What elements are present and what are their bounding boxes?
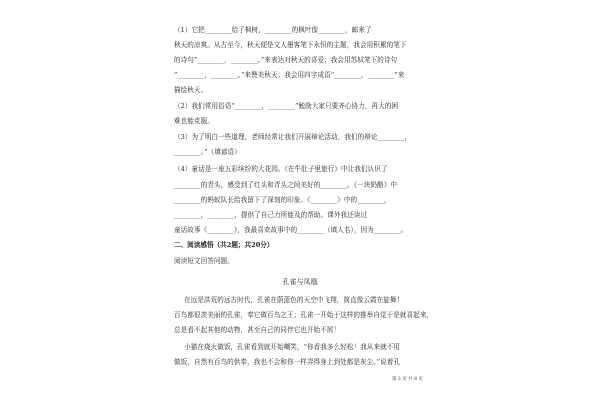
text-line: ________。”（填谚语） [174, 148, 241, 156]
paragraph-line: 在远是洪荒的远古时代，孔雀在蔚蓝色的天空中飞翔，简直像云霞在旋舞！ [184, 296, 404, 304]
section-heading: 二、阅读感悟（共2题；共20分） [174, 241, 274, 249]
paragraph-line: 百鸟都很羡美丽的孔雀，奉它做百鸟之王；孔雀一开始于这样的推举自觉于是就喜起来， [174, 311, 434, 319]
text-line: 难也能克服。 [174, 117, 214, 125]
story-title: 孔雀与凤凰 [282, 278, 318, 286]
text-line: ________，________，提供了自己力所能及的帮助。课外我还读过 [174, 211, 368, 219]
text-line: 秋天的凉爽。从古至今，秋天便是文人墨客笔下永恒的主题，我会用积累的笔下 [174, 41, 407, 49]
paragraph-line: 做饭，自然有百鸟的供奉，我也不会和你一样弄得身上到处都是灰尘。”说着孔 [174, 358, 401, 366]
text-line: ________的蚂蚁队长给我留下了深刻的印象。《________》中的________， [174, 196, 391, 204]
text-line: （4）童话是一座五彩缤纷的大花园。《在牛肚子里旅行》中让我们认识了 [174, 165, 388, 173]
text-line: “________，________。”来赞美秋天；我会用四字成语“________，________”来 [174, 71, 405, 79]
text-line: ________的青头，感受到了红头和青头之间美好的________。《一块奶酪》中 [174, 181, 397, 189]
paragraph-line: 小猫在烧火做饭，孔雀看到就开始嘲笑，“你看我多么轻松！我从来就不用 [184, 343, 401, 351]
text-line: 的诗句“________，________。”来表达对秋天的喜爱；我会用苏轼笔下的诗句 [174, 56, 398, 64]
paragraph-line: 总是看不起其他的动物，甚至自己的同伴它也开始不屑！ [174, 326, 341, 334]
text-line: （2）我们常用俗语“________，________”勉励大家只要齐心协力，再大的困 [174, 102, 399, 110]
page-number: 第 3 页 共 8 页 [392, 377, 423, 382]
text-line: （1）它把________给了枫树，________的枫叶像________，邮来了 [174, 26, 372, 34]
text-line: 描绘秋天。 [174, 86, 208, 94]
text-line: 童话故事《________》，我最喜欢故事中的________（填人名），因为________。 [174, 226, 408, 234]
text-line: （3）为了明白一些道理，老师经常让我们开展辩论活动，我们的辩论________， [174, 133, 411, 141]
instruction-text: 阅读短文回答问题。 [174, 257, 234, 265]
